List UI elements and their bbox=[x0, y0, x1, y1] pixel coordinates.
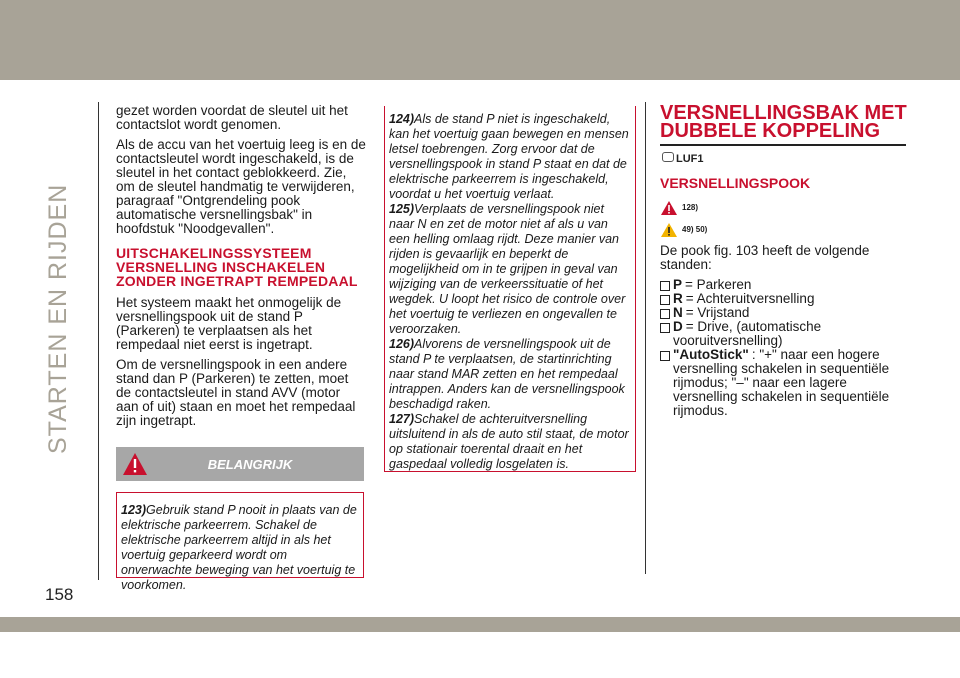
list-item bbox=[660, 348, 910, 418]
note-number: 125) bbox=[389, 202, 415, 216]
chapter-side-title: STARTEN EN RIJDEN bbox=[44, 183, 72, 454]
paragraph: Als de accu van het voertuig leeg is en de contactsleutel wordt ingeschakeld, is de sleutel in het contact geblokkeerd. Zie, om de sleutel handmatig te verwijderen, paragraaf "Ontgrendeling pook automatische versnellingsbak" in hoofdstuk "Noodgevallen". bbox=[116, 137, 366, 236]
paragraph: De pook fig. 103 heeft de volgende standen: bbox=[660, 243, 870, 272]
checkbox-bullet-icon bbox=[660, 309, 670, 319]
note-number: 123) bbox=[121, 503, 147, 517]
list-item bbox=[660, 278, 910, 292]
caution-ref-row bbox=[660, 222, 910, 238]
warning-ref-row bbox=[660, 200, 910, 216]
warning-notes-column bbox=[384, 106, 636, 472]
item-key: P bbox=[673, 277, 683, 292]
item-text: = Parkeren bbox=[685, 277, 752, 292]
item-text: = Vrijstand bbox=[685, 305, 750, 320]
chapter-heading: VERSNELLINGSBAK MET DUBBELE KOPPELING bbox=[660, 102, 907, 142]
reference-number: 128) bbox=[682, 203, 699, 212]
item-key: N bbox=[673, 305, 683, 320]
note-text: Als de stand P niet is ingeschakeld, kan het voertuig gaan bewegen en mensen letsel toebrengen. Zorg ervoor dat de versnellingspook in stand P staat en dat de elektrische parkeerrem is ingeschakeld, voordat u het voertuig verlaat. bbox=[389, 112, 629, 201]
paragraph: Het systeem maakt het onmogelijk de versnellingspook uit de stand P (Parkeren) te verplaatsen als het rempedaal niet eerst is ingetrapt. bbox=[116, 295, 342, 352]
paragraph: gezet worden voordat de sleutel uit het contactslot wordt genomen. bbox=[116, 103, 348, 132]
note-text: Verplaats de versnellingspook niet naar N en zet de motor niet af als u van een helling omlaag rijdt. Deze manier van rijden is gevaarlijk en beperkt de mogelijkheid om in te grijpen in geval van wijziging van de verkeerssituatie of het wegdek. U loopt het risico de controle over het voertuig te verliezen en ongevallen te veroorzaken. bbox=[389, 202, 626, 336]
note-number: 127) bbox=[389, 412, 415, 426]
heading-rule bbox=[660, 144, 906, 146]
list-item bbox=[660, 306, 910, 320]
list-item bbox=[660, 292, 910, 306]
item-key: D bbox=[673, 319, 683, 334]
reference-number: 49) 50) bbox=[682, 225, 708, 234]
page-number: 158 bbox=[45, 585, 74, 604]
top-band bbox=[0, 0, 960, 80]
bottom-band bbox=[0, 617, 960, 632]
paragraph: Om de versnellingspook in een andere stand dan P (Parkeren) te zetten, moet de contactsleutel in stand AVV (motor aan of uit) staan en moet het rempedaal zijn ingetrapt. bbox=[116, 357, 356, 428]
column-divider-right bbox=[645, 102, 646, 574]
sub-heading: VERSNELLINGSPOOK bbox=[660, 175, 811, 191]
column-3 bbox=[660, 104, 910, 418]
item-key: R bbox=[673, 291, 683, 306]
warning-label: BELANGRIJK bbox=[207, 457, 293, 472]
logo bbox=[662, 152, 910, 166]
item-text: : "+" naar een hogere versnelling schakelen in sequentiële rijmodus; "–" naar een lagere versnelling schakelen in sequentiële rijmodus. bbox=[673, 347, 890, 418]
note-text: Alvorens de versnellingspook uit de stand P te verplaatsen, de startinrichting naar stand MAR zetten en het rempedaal intrappen. Anders kan de versnellingspook beschadigd raken. bbox=[389, 337, 625, 411]
list-item bbox=[660, 320, 910, 348]
item-text: = Drive, (automatische vooruitversnelling) bbox=[673, 319, 822, 348]
checkbox-bullet-icon bbox=[660, 295, 670, 305]
warning-header bbox=[116, 447, 364, 481]
column-divider-left bbox=[98, 102, 99, 580]
checkbox-bullet-icon bbox=[660, 323, 670, 333]
warning-note-box bbox=[116, 492, 364, 592]
note-text: Schakel de achteruitversnelling uitsluitend in als de auto stil staat, de motor op stationair toerental draait en het gaspedaal volledig losgelaten is. bbox=[389, 412, 629, 471]
item-key: "AutoStick" bbox=[673, 347, 749, 362]
warning-icon bbox=[660, 200, 678, 216]
item-text: = Achteruitversnelling bbox=[685, 291, 815, 306]
checkbox-bullet-icon bbox=[660, 351, 670, 361]
note-number: 126) bbox=[389, 337, 415, 351]
caution-icon bbox=[660, 222, 678, 238]
logo-text: LUF1 bbox=[676, 153, 704, 165]
note-number: 124) bbox=[389, 112, 415, 126]
checkbox-bullet-icon bbox=[660, 281, 670, 291]
column-1 bbox=[116, 104, 366, 434]
section-heading: UITSCHAKELINGSSYSTEEM VERSNELLING INSCHAKELEN ZONDER INGETRAPT REMPEDAAL bbox=[116, 245, 358, 289]
note-text: Gebruik stand P nooit in plaats van de elektrische parkeerrem. Schakel de elektrische parkeerrem altijd in als het voertuig geparkeerd wordt om onverwachte beweging van het voertuig te voorkomen. bbox=[121, 503, 357, 592]
car-icon bbox=[662, 152, 674, 162]
